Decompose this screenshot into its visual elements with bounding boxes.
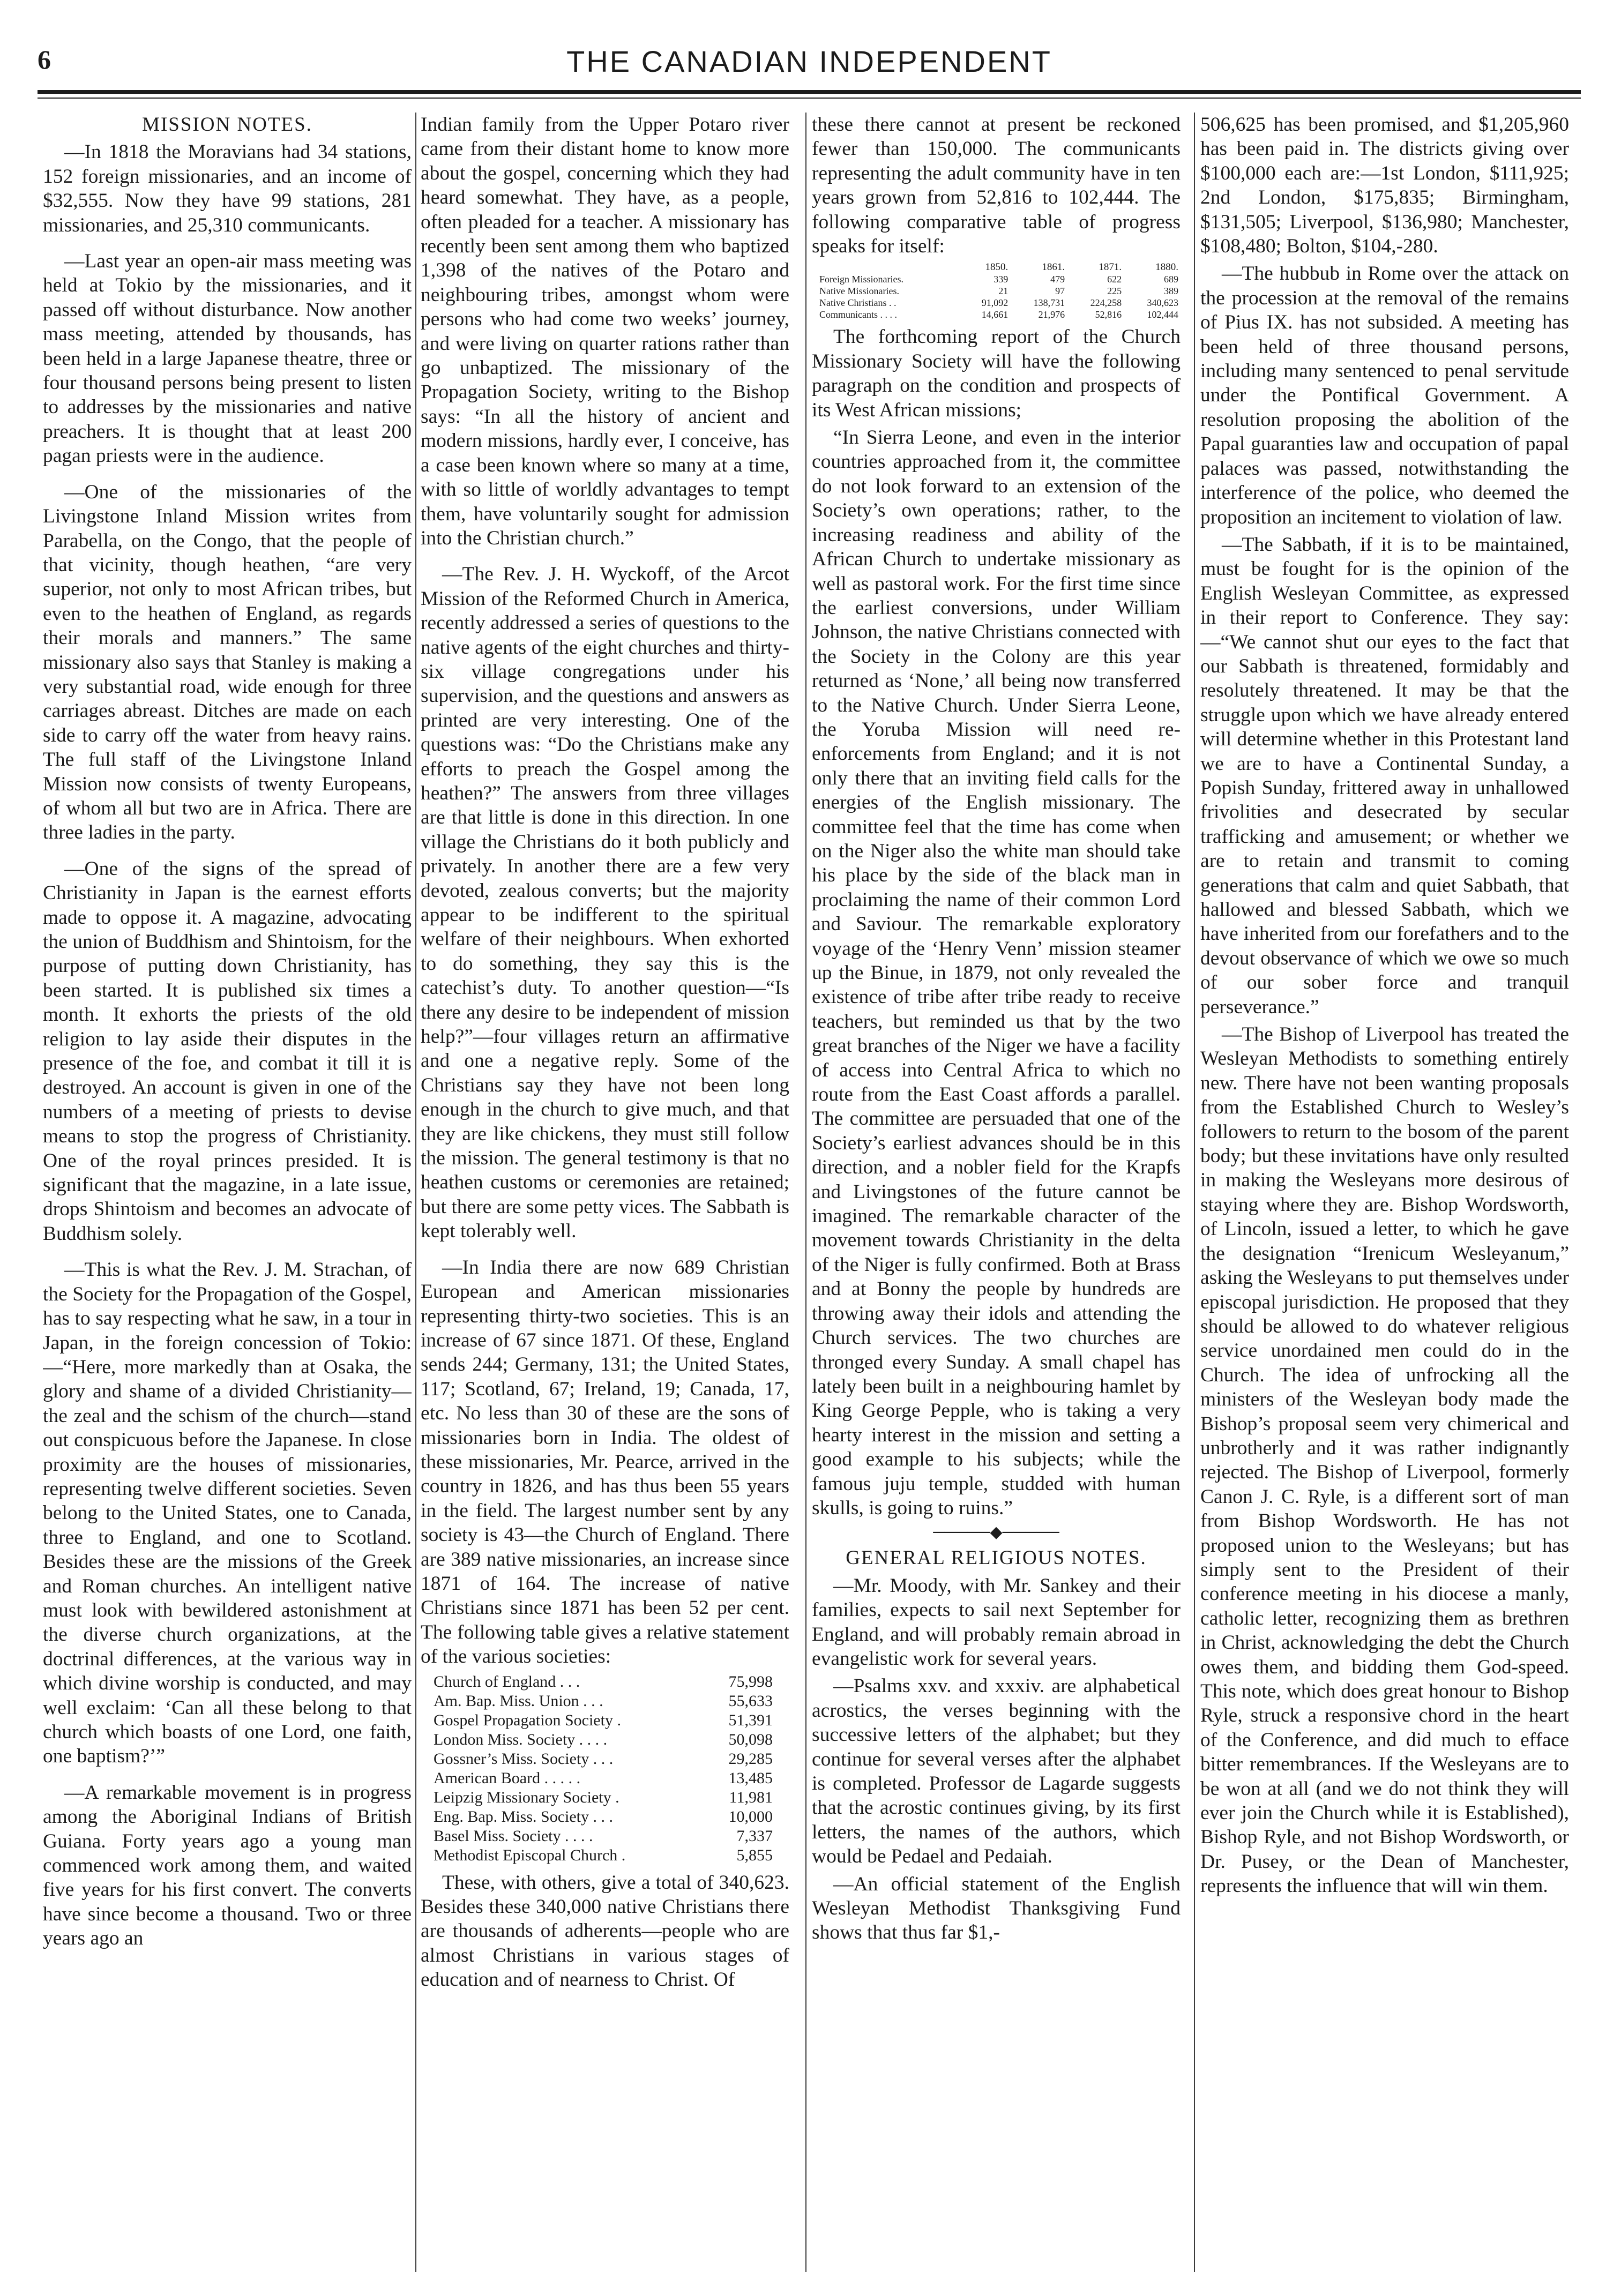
- society-value: 75,998: [728, 1672, 773, 1691]
- article-paragraph: Indian family from the Upper Potaro river came from their distant home to know more about the gospel, concerning which they had heard somewhat. They have, as a people, often pleaded for a teacher. A missionary has recently been sent among them who baptized 1,398 of the natives of the Potaro and neighbouring tribes, amongst whom were persons who had come two weeks’ journey, and were living on quarter rations rather than go unbaptized. The missionary of the Propagation Society, writing to the Bishop says: “In all the history of ancient and modern missions, hardly ever, I conceive, has a case been known where so many at a time, with so little of worldly advantages to tempt them, have voluntarily sought for admission into the Christian church.”: [421, 114, 789, 549]
- page-number: 6: [38, 44, 51, 74]
- article-paragraph: —A remarkable movement is in progress among the Aboriginal Indians of British Guiana. Forty years ago a young man commenced work among them, and waited five years for his first convert. The converts have since become a thousand. Two or three years ago an: [43, 1781, 412, 1950]
- table-row: [434, 1711, 773, 1730]
- column-divider: [805, 113, 806, 2272]
- year-header: 1871.: [1099, 261, 1122, 273]
- table-cell: 622: [1107, 274, 1122, 285]
- column-4: [1200, 113, 1569, 2272]
- article-paragraph: —Psalms xxv. and xxxiv. are alphabetical acrostics, the verses beginning with the successive letters of the alphabet; but they continue for several verses after the alphabet is completed. Professor de Lagarde suggests that the acrostic continues giving, by its first letters, the names of the authors, which would be Pedael and Pedaiah.: [812, 1675, 1181, 1868]
- year-header: 1880.: [1155, 261, 1178, 273]
- table-row: [434, 1692, 773, 1711]
- corner-cell: [812, 261, 961, 273]
- year-header: 1861.: [1042, 261, 1065, 273]
- table-cell: 102,444: [1147, 309, 1178, 320]
- society-statistics-table: [434, 1672, 773, 1865]
- year-header: 1850.: [985, 261, 1009, 273]
- society-value: 13,485: [728, 1769, 773, 1787]
- article-paragraph: —The Bishop of Liverpool has treated the Wesleyan Methodists to something entirely new. There have not been wanting proposals from the Established Church to Wesley’s followers to return to the bosom of the parent body; but these invitations have only resulted in making the Wesleyans more desirous of staying where they are. Bishop Wordsworth, of Lincoln, issued a letter, to which he gave the designation “Irenicum Wesleyanum,” asking the Wesleyans to put themselves under episcopal jurisdiction. He proposed that they should be allowed to do whatever religious service unordained men could do in the Church. The idea of unfrocking all the ministers of the Wesleyan body made the Bishop’s proposal seem very chimerical and unbrotherly and it was rather indignantly rejected. The Bishop of Liverpool, formerly Canon J. C. Ryle, is a different sort of man from Bishop Wordsworth. He has not proposed union to the Wesleyans; but has simply sent to the President of their conference meeting in his diocese a manly, catholic letter, recognizing them as brethren in Christ, acknowledging the debt the Church owes them, and bidding them God-speed. This note, which does great honour to Bishop Ryle, struck a responsive chord in the heart of the Conference, and did much to efface bitter remembrances. If the Wesleyans are to be won at all (and we do not think they will ever join the Church while it is Established), Bishop Ryle, and not Bishop Wordsworth, or Dr. Pusey, or the Dean of Manchester, represents the influence that will win them.: [1200, 1023, 1569, 1897]
- table-row: [812, 285, 1181, 297]
- article-paragraph: —One of the signs of the spread of Christianity in Japan is the earnest efforts made to oppose it. A magazine, advocating the union of Buddhism and Shintoism, for the purpose of putting down Christianity, has been started. It is published six times a month. It exhorts the priests of the old religion to lay aside their disputes in the presence of the foe, and combat it till it is destroyed. An account is given in one of the numbers of a meeting of priests to devise means to stop the progress of Christianity. One of the royal princes presided. It is significant that the magazine, in a late issue, drops Shintoism and becomes an advocate of Buddhism solely.: [43, 857, 412, 1245]
- progress-table: [812, 261, 1181, 320]
- column-divider: [415, 113, 416, 2272]
- article-paragraph: —In India there are now 689 Christian European and American missionaries representing thirty-two societies. This is an increase of 67 since 1871. Of these, England sends 244; Germany, 131; the United States, 117; Scotland, 67; Ireland, 19; Canada, 17, etc. No less than 30 of these are the sons of missionaries born in India. The oldest of these missionaries, Mr. Pearce, arrived in the country in 1826, and has thus been 55 years in the field. The largest number sent by any society is 43—the Church of England. There are 389 native missionaries, an increase since 1871 of 164. The increase of native Christians since 1871 has been 52 per cent. The following table gives a relative statement of the various societies:: [421, 1256, 789, 1668]
- society-name: Basel Miss. Society . . . .: [434, 1827, 593, 1845]
- table-row: [812, 309, 1181, 320]
- table-cell: 138,731: [1033, 297, 1065, 309]
- table-cell: 21,976: [1038, 309, 1065, 320]
- society-name: Church of England . . .: [434, 1672, 580, 1691]
- society-value: 29,285: [728, 1749, 773, 1768]
- society-name: Methodist Episcopal Church .: [434, 1846, 626, 1864]
- table-cell: 689: [1164, 274, 1178, 285]
- table-row: [434, 1788, 773, 1807]
- table-cell: 14,661: [981, 309, 1009, 320]
- row-label: Native Missionaries.: [819, 286, 899, 297]
- table-row: [812, 297, 1181, 309]
- table-cell: 479: [1050, 274, 1065, 285]
- table-cell: 97: [1055, 286, 1065, 297]
- article-paragraph: —Last year an open-air mass meeting was held at Tokio by the missionaries, and it passed off without disturbance. Now another mass meeting, attended by thousands, has been held in a large Japanese theatre, three or four thousand persons being present to listen to addresses by the missionaries and native preachers. It is thought that at least 200 pagan priests were in the audience.: [43, 250, 412, 467]
- table-row: [434, 1749, 773, 1769]
- table-row: [434, 1807, 773, 1827]
- society-value: 55,633: [728, 1692, 773, 1710]
- article-paragraph: 506,625 has been promised, and $1,205,960 has been paid in. The districts giving over $100,000 each are:—1st London, $111,925; 2nd London, $175,835; Birmingham, $131,505; Liverpool, $136,980; Manchester, $108,480; Bolton, $104,-280.: [1200, 114, 1569, 258]
- row-label: Native Christians . .: [819, 297, 897, 309]
- article-paragraph: —In 1818 the Moravians had 34 stations, 152 foreign missionaries, and an income of $32,555. Now they have 99 stations, 281 missionaries, and 25,310 communicants.: [43, 141, 412, 236]
- article-paragraph: “In Sierra Leone, and even in the interior countries approached from it, the committee do not look forward to an extension of the Society’s own operations; rather, to the increasing readiness and ability of the African Church to undertake missionary as well as pastoral work. For the first time since the earliest conversions, under William Johnson, the native Christians connected with the Society in the Colony are this year returned as ‘None,’ all being now transferred to the Native Church. Under Sierra Leone, the Yoruba Mission will need re-enforcements from England; and it is not only there that an inviting field calls for the energies of the English missionary. The committee feel that the time has come when on the Niger also the white man should take his place by the side of the black man in proclaiming the name of their common Lord and Saviour. The remarkable exploratory voyage of the ‘Henry Venn’ mission steamer up the Binue, in 1879, not only revealed the existence of tribe after tribe ready to receive teachers, but reminded us that by the two great branches of the Niger we have a facility of access into Central Africa to which no route from the East Coast affords a parallel. The committee are persuaded that one of the Society’s earliest advances should be in this direction, and a nobler field for the Krapfs and Livingstones of the future cannot be imagined. The remarkable character of the movement towards Christianity in the delta of the Niger is fully confirmed. Both at Brass and at Bonny the people by hundreds are throwing away their idols and attending the Church services. The two churches are thronged every Sunday. A small chapel has lately been built in a neighbouring hamlet by King George Pepple, who is taking a very hearty interest in the mission and setting a good example to his subjects; while the famous juju temple, studded with human skulls, is going to ruins.”: [812, 427, 1181, 1519]
- article-paragraph: —This is what the Rev. J. M. Strachan, of the Society for the Propagation of the Gospel, has to say respecting what he saw, in a tour in Japan, in the foreign concession of Tokio:—“Here, more markedly than at Osaka, the glory and shame of a divided Christianity—the zeal and the schism of the church—stand out conspicuous before the Japanese. In close proximity are the houses of missionaries, representing twelve different societies. Seven belong to the United States, one to Canada, three to England, and one to Scotland. Besides these are the missions of the Greek and Roman churches. An intelligent native must look with bewildered astonishment at the diverse church organizations, at the doctrinal differences, at the various way in which divine worship is conducted, and may well exclaim: ‘Can all these belong to that church which boasts of one Lord, one faith, one baptism?’”: [43, 1259, 412, 1768]
- table-cell: 52,816: [1095, 309, 1122, 320]
- article-paragraph: —An official statement of the English Wesleyan Methodist Thanksgiving Fund shows that thus far $1,-: [812, 1873, 1181, 1944]
- society-name: London Miss. Society . . . .: [434, 1730, 608, 1748]
- society-name: Gospel Propagation Society .: [434, 1711, 621, 1729]
- article-paragraph: —The hubbub in Rome over the attack on the procession at the removal of the remains of Pius IX. has not subsided. A meeting has been held of three thousand persons, including many sentenced to penal servitude under the Pontifical Government. A resolution proposing the abolition of the Papal guaranties law and occupation of papal palaces was passed, notwithstanding the interference of the police, who deemed the proposition an incitement to violation of law.: [1200, 263, 1569, 528]
- table-cell: 91,092: [981, 297, 1009, 309]
- article-paragraph: —Mr. Moody, with Mr. Sankey and their families, expects to sail next September for England, and will probably remain abroad in evangelistic work for several years.: [812, 1574, 1181, 1670]
- table-header-row: [812, 261, 1181, 273]
- section-divider-ornament: ─────◆─────: [933, 1523, 1059, 1542]
- table-cell: 340,623: [1147, 297, 1178, 309]
- journal-title: THE CANADIAN INDEPENDENT: [566, 44, 1052, 78]
- article-paragraph: —The Sabbath, if it is to be maintained, must be fought for is the opinion of the English Wesleyan Committee, as expressed in their report to Conference. They say:—“We cannot shut our eyes to the fact that our Sabbath is threatened, formidably and resolutely threatened. It may be that the struggle upon which we have already entered will determine whether in this Protestant land we are to have a Continental Sunday, a Popish Sunday, frittered away in unhallowed frivolities and desecrated by secular trafficking and amusement; or whether we are to retain and transmit to coming generations that calm and quiet Sabbath, that hallowed and blessed Sabbath, which we have inherited from our forefathers and to the devout observance of which we owe so much of our sober force and tranquil perseverance.”: [1200, 533, 1569, 1018]
- table-cell: 339: [993, 274, 1009, 285]
- society-value: 51,391: [728, 1711, 773, 1729]
- table-row: [434, 1846, 773, 1865]
- page-header: [38, 44, 1581, 86]
- table-cell: 389: [1164, 286, 1178, 297]
- table-row: [434, 1769, 773, 1788]
- header-rule-thin: [38, 98, 1581, 99]
- table-row: [434, 1827, 773, 1846]
- column-2: [421, 113, 789, 2272]
- table-cell: 21: [998, 286, 1009, 297]
- table-cell: 225: [1107, 286, 1122, 297]
- table-cell: 224,258: [1090, 297, 1122, 309]
- society-value: 10,000: [728, 1807, 773, 1826]
- section-heading-mission-notes: MISSION NOTES.: [142, 114, 312, 136]
- section-heading-general-religious-notes: GENERAL RELIGIOUS NOTES.: [846, 1547, 1147, 1569]
- society-value: 7,337: [736, 1827, 773, 1845]
- society-value: 11,981: [729, 1788, 773, 1806]
- row-label: Foreign Missionaries.: [819, 274, 903, 285]
- article-paragraph: —One of the missionaries of the Livingstone Inland Mission writes from Parabella, on the Congo, that the people of that vicinity, though heathen, “are very superior, not only to most African tribes, but even to the heathen of England, as regards their morals and manners.” The same missionary also says that Stanley is making a very substantial road, wide enough for three carriages abreast. Ditches are made on each side to carry off the water from heavy rains. The full staff of the Livingstone Inland Mission now consists of twenty Europeans, of whom all but two are in Africa. There are three ladies in the party.: [43, 481, 412, 844]
- society-value: 5,855: [736, 1846, 773, 1864]
- article-paragraph: these there cannot at present be reckoned fewer than 150,000. The communicants representing the adult community have in ten years grown from 52,816 to 102,444. The following comparative table of progress speaks for itself:: [812, 114, 1181, 258]
- column-divider: [1194, 113, 1195, 2272]
- society-name: Eng. Bap. Miss. Society . . .: [434, 1807, 613, 1826]
- header-rule-thick: [38, 90, 1581, 94]
- society-value: 50,098: [728, 1730, 773, 1748]
- society-name: Gossner’s Miss. Society . . .: [434, 1749, 614, 1768]
- row-label: Communicants . . . .: [819, 309, 897, 320]
- article-paragraph: The forthcoming report of the Church Missionary Society will have the following paragraph on the condition and prospects of its West African missions;: [812, 326, 1181, 421]
- society-name: American Board . . . . .: [434, 1769, 581, 1787]
- column-3: [812, 113, 1181, 2272]
- article-paragraph: These, with others, give a total of 340,623. Besides these 340,000 native Christians there are thousands of adherents—people who are almost Christians in various stages of education and of nearness to Christ. Of: [421, 1871, 789, 1991]
- table-row: [434, 1730, 773, 1749]
- society-name: Am. Bap. Miss. Union . . .: [434, 1692, 603, 1710]
- society-name: Leipzig Missionary Society .: [434, 1788, 619, 1806]
- article-paragraph: —The Rev. J. H. Wyckoff, of the Arcot Mission of the Reformed Church in America, recently addressed a series of questions to the native agents of the eight churches and thirty-six village congregations under his supervision, and the questions and answers as printed are very interesting. One of the questions was: “Do the Christians make any efforts to preach the Gospel among the heathen?” The answers from three villages are that little is done in this direction. In one village the Christians do it both publicly and privately. In another there are a few very devoted, zealous converts; but the majority appear to be indifferent to the spiritual welfare of their neighbours. When exhorted to do something, they say this is the catechist’s duty. To another question—“Is there any desire to be independent of mission help?”—four villages return an affirmative and one a negative reply. Some of the Christians say they have not been long enough in the church to give much, and that they are like chickens, they must still follow the mission. The general testimony is that no heathen customs or ceremonies are retained; but there are some petty vices. The Sabbath is kept tolerably well.: [421, 563, 789, 1243]
- table-row: [434, 1672, 773, 1692]
- column-1: [43, 113, 412, 2272]
- table-row: [812, 273, 1181, 285]
